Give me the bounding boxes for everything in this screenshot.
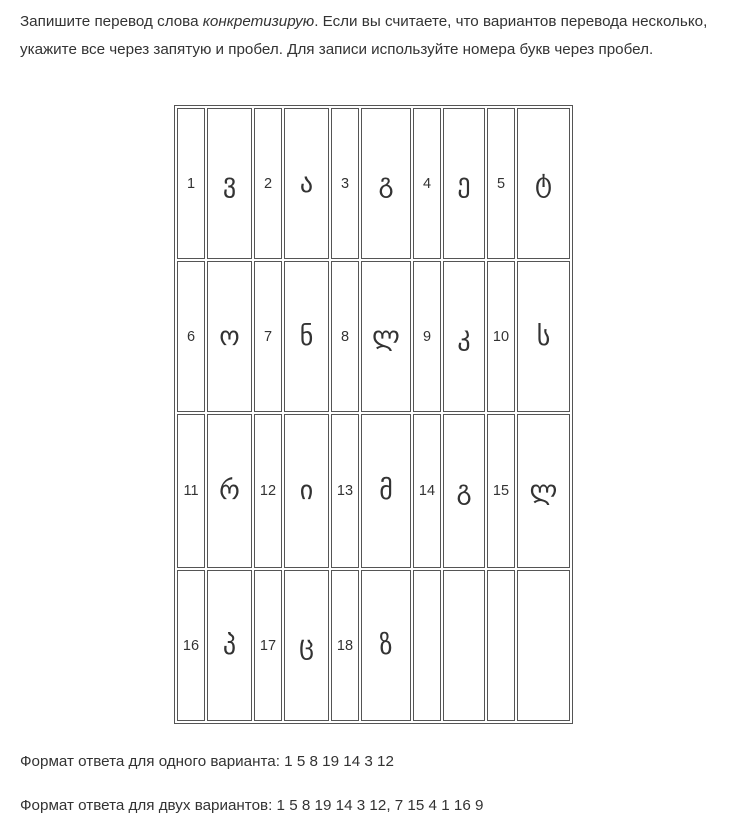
target-word: конкретизирую [202, 13, 315, 30]
letter-number: 11 [177, 414, 205, 568]
letter-row [177, 570, 570, 721]
letter-glyph: კ [443, 261, 485, 412]
task-text-before: Запишите перевод слова [20, 13, 203, 30]
letter-glyph: ნ [284, 261, 329, 412]
empty-cell [517, 570, 570, 721]
letter-number: 8 [331, 261, 359, 412]
task-instructions [20, 8, 740, 64]
letter-row [177, 261, 570, 412]
letter-glyph: ვ [207, 108, 252, 259]
letter-number: 3 [331, 108, 359, 259]
letter-glyph: რ [207, 414, 252, 568]
letter-number: 5 [487, 108, 515, 259]
letter-glyph: ლ [361, 261, 411, 412]
letter-number: 1 [177, 108, 205, 259]
answer-format-double: Формат ответа для двух вариантов: 1 5 8 19 14 3 12, 7 15 4 1 16 9 [20, 797, 484, 814]
letter-row [177, 108, 570, 259]
letter-glyph: პ [207, 570, 252, 721]
answer-format-single: Формат ответа для одного варианта: 1 5 8 19 14 3 12 [20, 753, 394, 770]
letter-number: 16 [177, 570, 205, 721]
letter-number: 15 [487, 414, 515, 568]
letter-glyph: ლ [517, 414, 570, 568]
letter-glyph: ე [443, 108, 485, 259]
empty-cell [487, 570, 515, 721]
letter-glyph: ი [284, 414, 329, 568]
letter-glyph: ც [284, 570, 329, 721]
letter-glyph: ს [517, 261, 570, 412]
letter-grid [174, 105, 573, 724]
letter-number: 18 [331, 570, 359, 721]
letter-number: 13 [331, 414, 359, 568]
empty-cell [443, 570, 485, 721]
letter-number: 10 [487, 261, 515, 412]
letter-number: 9 [413, 261, 441, 412]
letter-number: 6 [177, 261, 205, 412]
letter-number: 4 [413, 108, 441, 259]
letter-glyph: ზ [361, 570, 411, 721]
letter-number: 7 [254, 261, 282, 412]
task-text-after: . Если вы считаете, что вариантов перевода несколько, укажите все через запятую и пробел. Для записи используйте номера букв через пробел. [20, 13, 708, 58]
letter-number: 17 [254, 570, 282, 721]
letter-row [177, 414, 570, 568]
letter-glyph: გ [443, 414, 485, 568]
letter-number: 2 [254, 108, 282, 259]
letter-glyph: გ [361, 108, 411, 259]
letter-glyph: მ [361, 414, 411, 568]
letter-number: 14 [413, 414, 441, 568]
letter-glyph: ო [207, 261, 252, 412]
letter-glyph: ა [284, 108, 329, 259]
letter-table [174, 105, 573, 724]
letter-glyph: ტ [517, 108, 570, 259]
letter-number: 12 [254, 414, 282, 568]
empty-cell [413, 570, 441, 721]
